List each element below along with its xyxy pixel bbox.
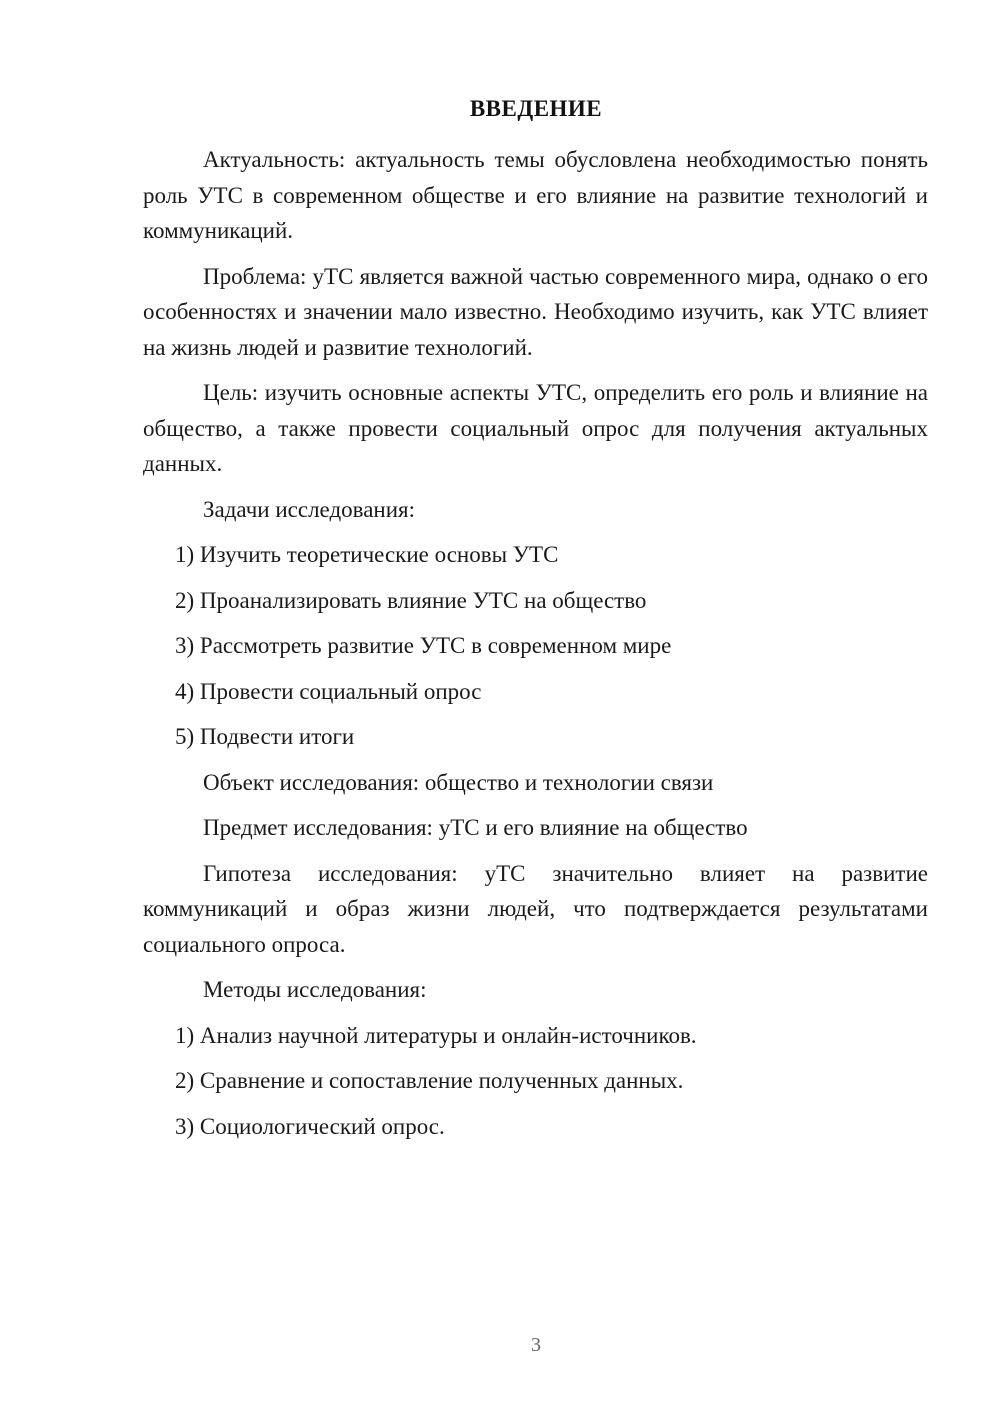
methods-heading: Методы исследования: — [203, 977, 427, 1002]
document-body — [143, 142, 928, 1154]
object-line: Объект исследования: общество и технологии связи — [203, 769, 714, 795]
method-item: 2) Сравнение и сопоставление полученных данных. — [175, 1068, 684, 1093]
task-item: 3) Рассмотреть развитие УТС в современном мире — [175, 633, 672, 658]
task-item: 4) Провести социальный опрос — [175, 678, 482, 704]
page-number: 3 — [531, 1334, 541, 1356]
hypothesis-paragraph: Гипотеза исследования: уТС значительно влияет на развитие коммуникаций и образ жизни людей, что подтверждается результатами социального опроса. — [143, 860, 928, 957]
task-item: 2) Проанализировать влияние УТС на общество — [175, 587, 647, 613]
subject-line: Предмет исследования: уТС и его влияние на общество — [203, 815, 748, 840]
problem-paragraph: Проблема: уТС является важной частью современного мира, однако о его особенностях и значении мало известно. Необходимо изучить, как УТС влияет на жизнь людей и развитие технологий. — [143, 263, 928, 360]
goal-paragraph: Цель: изучить основные аспекты УТС, определить его роль и влияние на общество, а также провести социальный опрос для получения актуальных данных. — [143, 380, 928, 476]
task-item: 5) Подвести итоги — [175, 724, 355, 749]
relevance-paragraph: Актуальность: актуальность темы обусловлена необходимостью понять роль УТС в современном обществе и его влияние на развитие технологий и коммуникаций. — [143, 147, 928, 243]
task-item: 1) Изучить теоретические основы УТС — [175, 542, 559, 567]
method-item: 3) Социологический опрос. — [175, 1113, 445, 1139]
method-item: 1) Анализ научной литературы и онлайн-источников. — [175, 1022, 697, 1048]
tasks-heading: Задачи исследования: — [203, 496, 416, 522]
page-title: ВВЕДЕНИЕ — [469, 96, 603, 121]
